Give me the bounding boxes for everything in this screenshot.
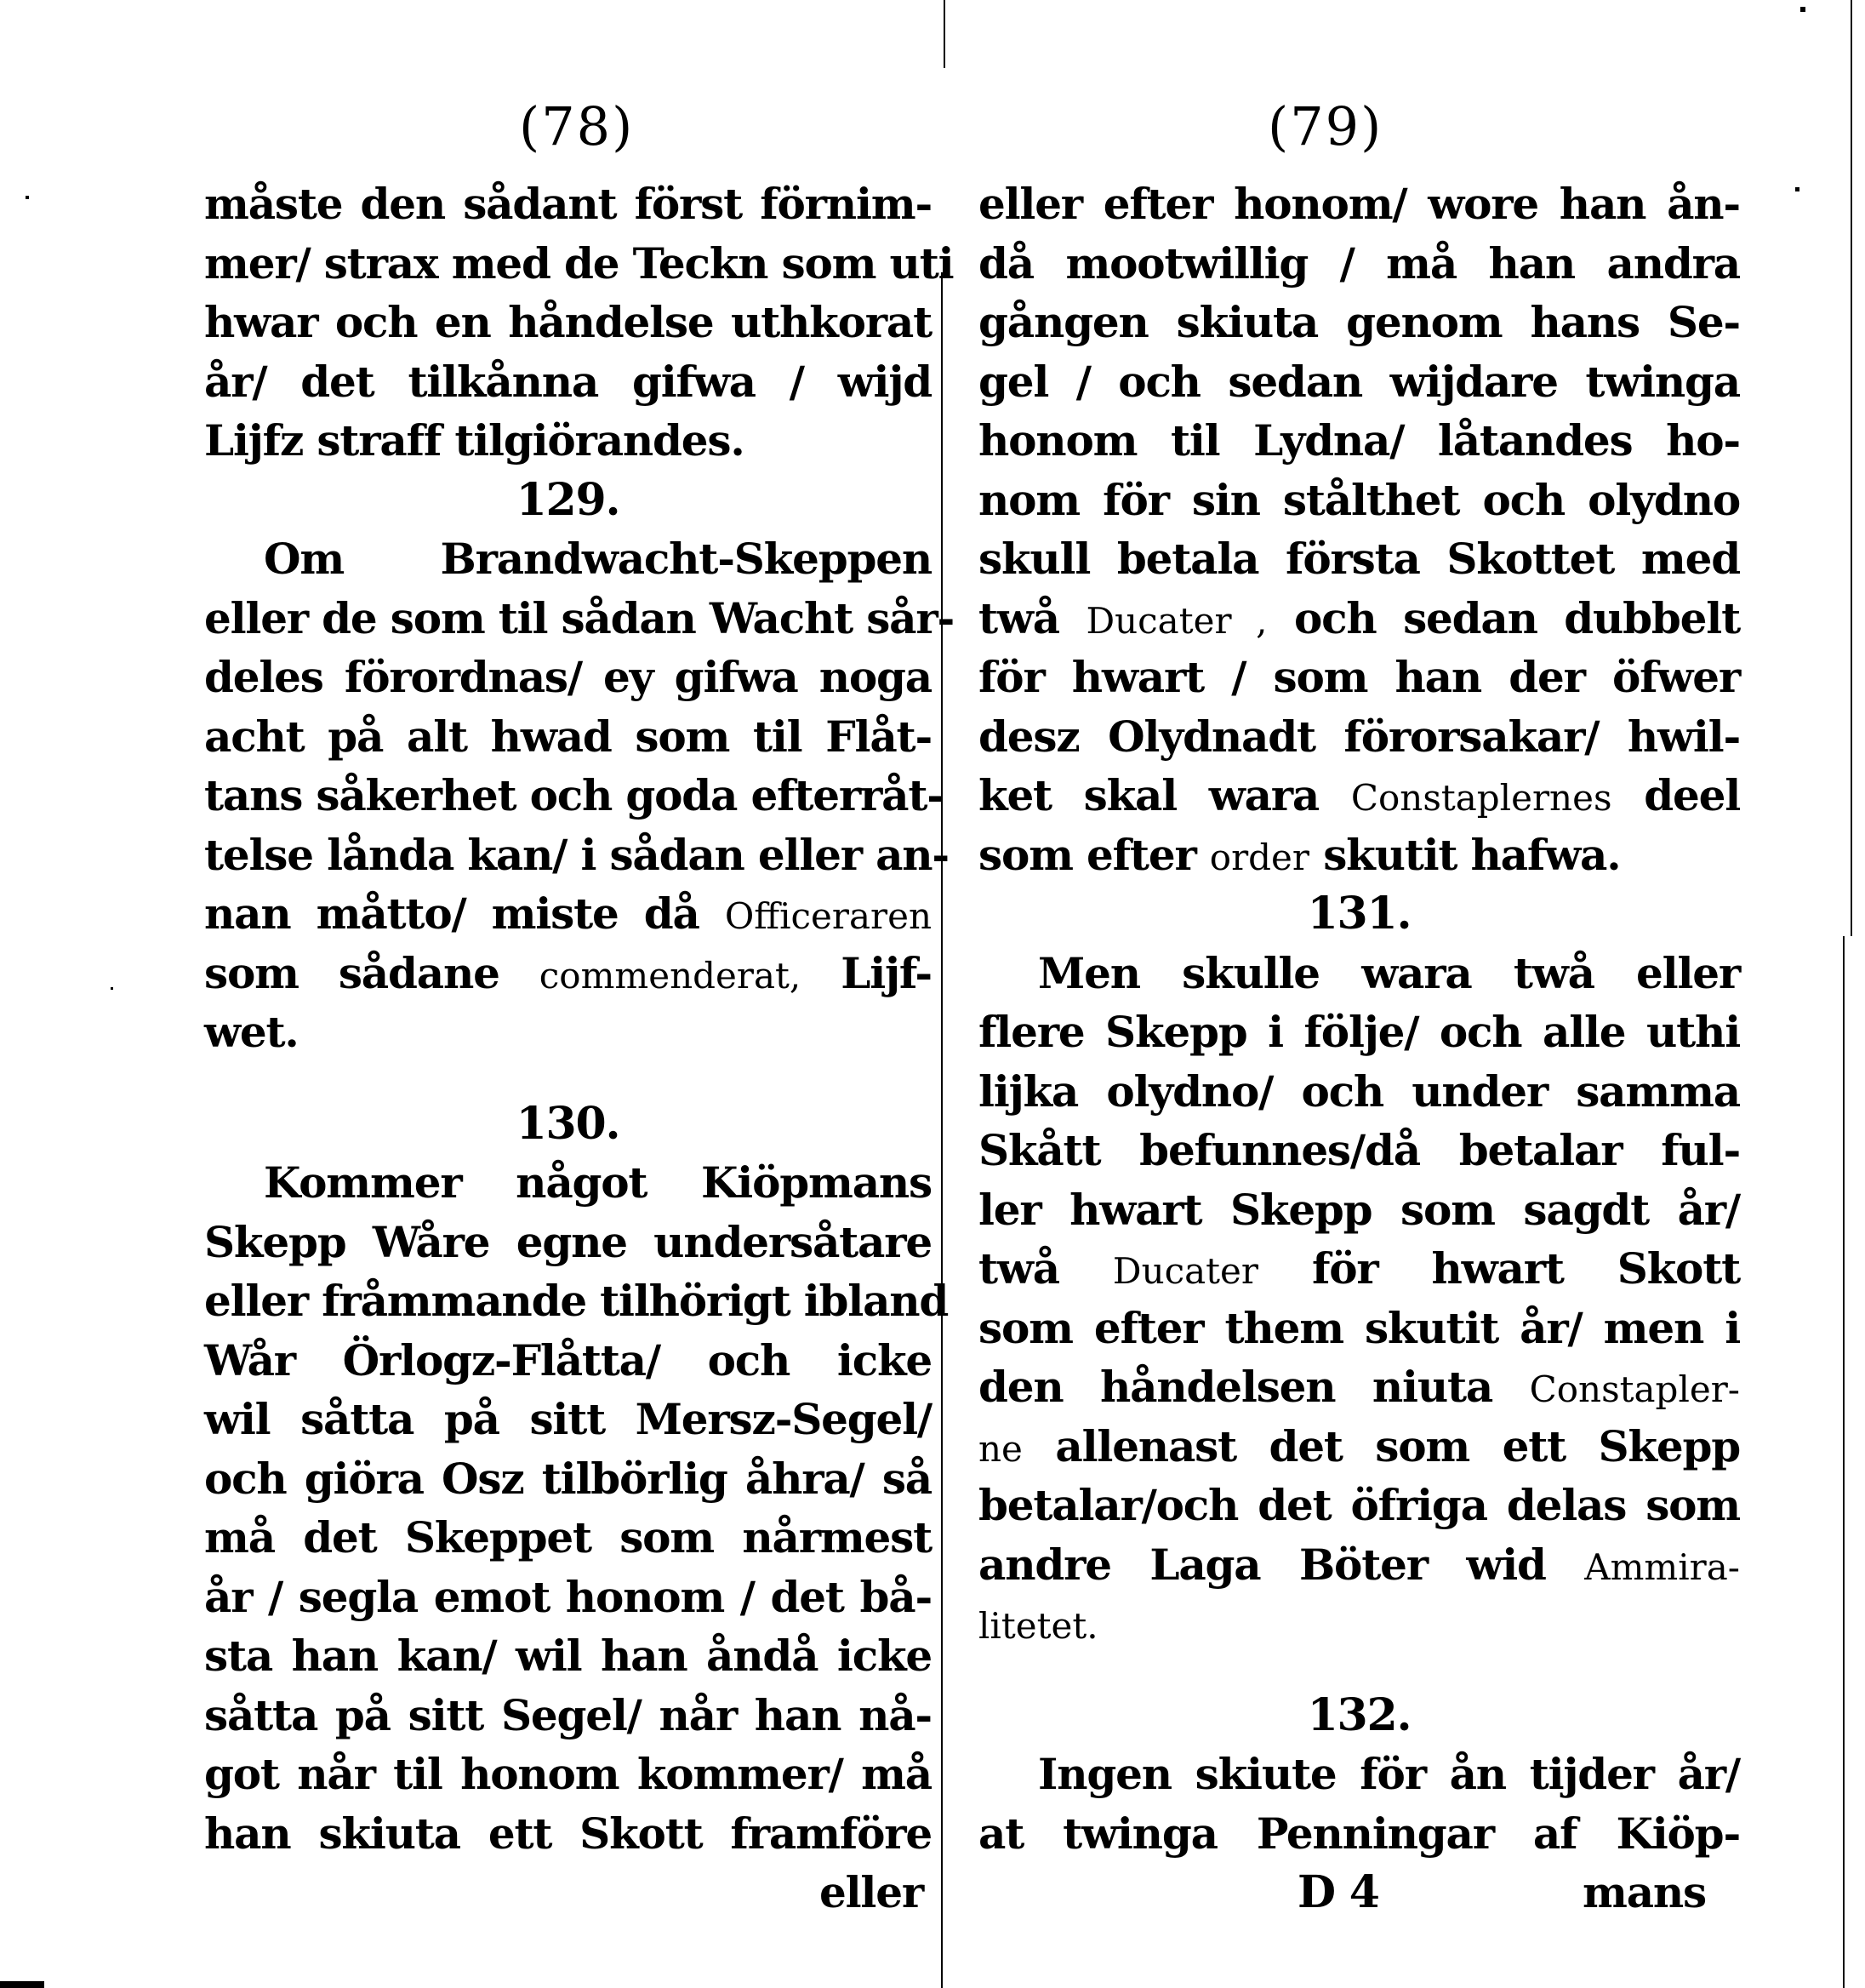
text-line: deles förordnas/ ey gifwa noga bbox=[204, 652, 932, 702]
text-line: år / segla emot honom / det bå- bbox=[204, 1571, 932, 1622]
text-line: acht på alt hwad som til Flåt- bbox=[204, 711, 932, 762]
text-line: Skepp Wåre egne undersåtare bbox=[204, 1216, 932, 1267]
text-line bbox=[978, 1594, 1740, 1654]
text-line: gången skiuta genom hans Se- bbox=[978, 297, 1740, 347]
text-line: som efter order skutit hafwa. bbox=[978, 829, 1621, 880]
text-line: må det Skeppet som nårmest bbox=[204, 1512, 932, 1562]
text-line: hwar och en håndelse uthkorat bbox=[204, 297, 932, 347]
section-gap bbox=[204, 1062, 932, 1094]
page-number: (78) bbox=[519, 95, 635, 157]
text-line: got når til honom kommer/ må bbox=[204, 1749, 932, 1799]
article-number: 129. bbox=[516, 473, 620, 526]
text-line: ket skal wara Constaplernes deel bbox=[978, 770, 1740, 820]
text-line: eller efter honom/ wore han ån- bbox=[978, 179, 1740, 229]
text-line: måste den sådant först förnim- bbox=[204, 179, 932, 229]
text-line: eller fråmmande tilhörigt ibland bbox=[204, 1276, 949, 1326]
catchword: eller bbox=[819, 1867, 923, 1917]
signature-mark: D 4 bbox=[1298, 1866, 1379, 1918]
article-number: 132. bbox=[1307, 1688, 1412, 1741]
text-line: ne allenast det som ett Skepp bbox=[978, 1420, 1740, 1471]
text-line: för hwart / som han der öfwer bbox=[978, 652, 1740, 702]
text-line: den håndelsen niuta Constapler- bbox=[978, 1362, 1740, 1412]
roman-type-term: Ducater , bbox=[1086, 599, 1268, 642]
text-line: och giöra Osz tilbörlig åhra/ så bbox=[204, 1453, 932, 1504]
text-line: sta han kan/ wil han åndå icke bbox=[204, 1631, 932, 1681]
catchword: mans bbox=[1582, 1867, 1706, 1917]
roman-type-term: ne bbox=[978, 1427, 1023, 1470]
text-line: då mootwillig / må han andra bbox=[978, 237, 1740, 288]
article-number: 130. bbox=[516, 1097, 620, 1150]
section-gap bbox=[978, 1654, 1740, 1686]
text-line: andre Laga Böter wid Ammira- bbox=[978, 1539, 1740, 1590]
page-footer bbox=[978, 1863, 1740, 1922]
roman-type-term: Officeraren bbox=[724, 895, 932, 937]
roman-type-term: commenderat, bbox=[539, 954, 801, 997]
text-line: ler hwart Skepp som sagdt år/ bbox=[978, 1184, 1740, 1235]
text-line: desz Olydnadt förorsakar/ hwil- bbox=[978, 711, 1740, 762]
roman-type-term: litetet. bbox=[978, 1605, 1098, 1647]
left-text-block bbox=[204, 174, 955, 1922]
text-line: wil såtta på sitt Mersz-Segel/ bbox=[204, 1394, 932, 1444]
text-line: som efter them skutit år/ men i bbox=[978, 1302, 1740, 1353]
text-line: eller de som til sådan Wacht sår- bbox=[204, 592, 955, 643]
text-line: mer/ strax med de Teckn som uti bbox=[204, 237, 954, 288]
text-line: tans såkerhet och goda efterråt- bbox=[204, 770, 944, 820]
roman-type-term: Constaplernes bbox=[1350, 777, 1612, 819]
text-line: lijka olydno/ och under samma bbox=[978, 1065, 1740, 1117]
text-line: telse lånda kan/ i sådan eller an- bbox=[204, 829, 949, 880]
text-line: år/ det tilkånna gifwa / wijd bbox=[204, 356, 932, 407]
page-number: (79) bbox=[1268, 95, 1383, 157]
text-line: Lijfz straff tilgiörandes. bbox=[204, 415, 744, 466]
roman-type-term: Ducater bbox=[1112, 1250, 1258, 1292]
article-number: 131. bbox=[1307, 888, 1412, 940]
text-line: Men skulle wara twå eller bbox=[1038, 947, 1740, 998]
text-line: skull betala första Skottet med bbox=[978, 534, 1740, 584]
text-line: twå Ducater , och sedan dubbelt bbox=[978, 592, 1740, 643]
text-line: Wår Örlogz-Flåtta/ och icke bbox=[204, 1334, 932, 1385]
text-line: twå Ducater för hwart Skott bbox=[978, 1243, 1740, 1294]
text-line: såtta på sitt Segel/ når han nå- bbox=[204, 1689, 932, 1740]
roman-type-term: order bbox=[1209, 836, 1309, 878]
text-line: han skiuta ett Skott framföre bbox=[204, 1808, 932, 1859]
text-line: Skått befunnes/då betalar ful- bbox=[978, 1125, 1740, 1175]
text-line: Kommer något Kiöpmans bbox=[264, 1157, 932, 1208]
text-line: Om Brandwacht-Skeppen bbox=[264, 534, 932, 584]
text-line: wet. bbox=[204, 1007, 299, 1057]
text-line: honom til Lydna/ låtandes ho- bbox=[978, 415, 1740, 466]
text-line: betalar/och det öfriga delas som bbox=[978, 1480, 1740, 1530]
text-line: nom för sin stålthet och olydno bbox=[978, 474, 1740, 525]
right-text-block bbox=[978, 174, 1740, 1922]
text-line: flere Skepp i följe/ och alle uthi bbox=[978, 1007, 1740, 1057]
roman-type-term: Constapler- bbox=[1529, 1368, 1740, 1410]
right-page bbox=[944, 0, 1865, 1988]
text-line: nan måtto/ miste då Officeraren bbox=[204, 888, 932, 939]
roman-type-term: Ammira- bbox=[1584, 1545, 1740, 1588]
text-line: Ingen skiute för ån tijder år/ bbox=[1038, 1749, 1740, 1799]
text-line: som sådane commenderat, Lijf- bbox=[204, 947, 932, 998]
text-line: at twinga Penningar af Kiöp- bbox=[978, 1808, 1740, 1859]
text-line: gel / och sedan wijdare twinga bbox=[978, 356, 1740, 407]
